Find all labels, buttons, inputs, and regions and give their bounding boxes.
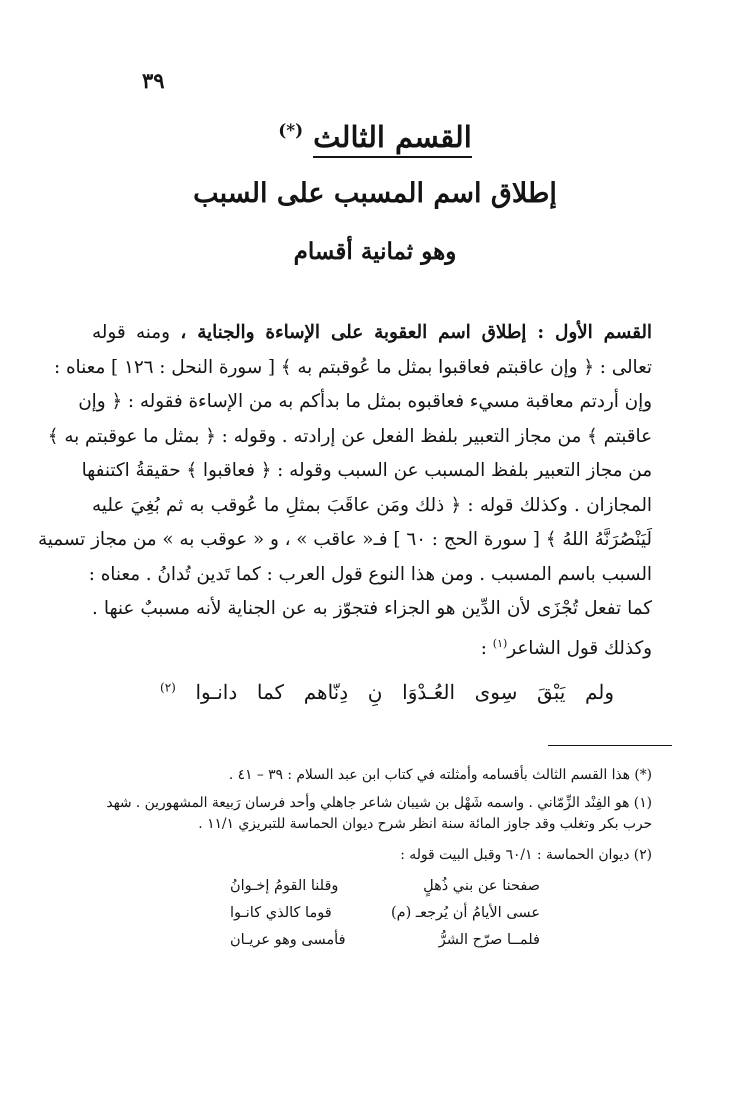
body-line: وإن أردتم معاقبة مسيء فعاقبوه بمثل ما بدأكم به من الإساءة فقوله : ﴿ وإن <box>78 391 652 412</box>
body-line: تعالى : ﴿ وإن عاقبتم فعاقبوا بمثل ما عُوقبتم به ﴾ [ سورة النحل : ١٢٦ ] معناه : <box>53 356 652 378</box>
poem-hemistich: صفحنا عن بني ذُهلٍ <box>423 878 540 894</box>
poem-hemistich: فأمسى وهو عريـان <box>230 932 346 948</box>
poem-verse <box>230 900 540 927</box>
body-line-text: : <box>480 637 493 659</box>
verse-hemistich-2: نِ دِنّاهم كما دانـوا <box>195 680 383 704</box>
body-line-text: ومنه قوله <box>92 322 181 343</box>
body-line: كما تفعل تُجْزَى لأن الدِّين هو الجزاء فتجوّز به عن الجناية لأنه مسببٌ عنها . <box>92 598 652 619</box>
footnote-star: (*) هذا القسم الثالث بأقسامه وأمثلته في كتاب ابن عبد السلام : ٣٩ – ٤١ . <box>228 767 652 783</box>
section-title-marker: (*) <box>278 121 304 142</box>
poem-hemistich: عسى الأيامُ أن يُرجعـ (م) <box>390 905 540 921</box>
footnote-1 <box>92 793 652 836</box>
body-line <box>92 316 652 351</box>
verse-hemistich-1: ولم يَبْقَ سِوى العُـدْوَا <box>402 680 615 704</box>
section-title-text: القسم الثالث <box>313 120 472 158</box>
verse-line <box>160 680 614 704</box>
page-number: ٣٩ <box>142 68 165 93</box>
footnote-divider <box>548 745 672 746</box>
poem-hemistich: قوما كالذي كانـوا <box>230 905 332 921</box>
footnote-2: (٢) ديوان الحماسة : ٦٠/١ وقبل البيت قوله : <box>400 847 652 863</box>
body-line: المجازان . وكذلك قوله : ﴿ ذلك ومَن عاقَبَ بمثلِ ما عُوقب به ثم بُغِيَ عليه <box>92 494 652 516</box>
footnote-ref: (٢) <box>160 680 176 695</box>
poem-verse <box>230 927 540 954</box>
footnote-1-line: (١) هو الفِنْد الزِّمّاني . واسمه شَهْل بن شيبان شاعر جاهلي وأحد فرسان رَبيعة المشهورين . شهد <box>106 795 652 811</box>
body-line: السبب باسم المسبب . ومن هذا النوع قول العرب : كما تَدين تُدانُ . معناه : <box>88 563 652 585</box>
footnote-poem <box>230 873 540 954</box>
body-line: لَيَنْصُرَنَّهُ اللهُ ﴾ [ سورة الحج : ٦٠ ] فـ« عاقب » ، و « عوقب به » من مجاز تسمية <box>37 529 652 550</box>
footnote-ref: (١) <box>492 636 508 650</box>
chapter-subsubtitle: وهو ثمانية أقسام <box>293 238 457 265</box>
poem-verse <box>230 873 540 900</box>
body-line: عاقبتم ﴾ من مجاز التعبير بلفظ الفعل عن إرادته . وقوله : ﴿ بمثل ما عوقبتم به ﴾ <box>47 425 652 447</box>
body-line <box>92 627 652 662</box>
chapter-subtitle: إطلاق اسم المسبب على السبب <box>193 178 557 209</box>
footnote-1-line: حرب بكر وتغلب وقد جاوز المائة سنة انظر شرح ديوان الحماسة للتبريزي ١١/١ . <box>198 816 652 833</box>
poem-hemistich: فلمــا صرّح الشرُّ <box>438 932 540 948</box>
section-lead: القسم الأول : إطلاق اسم العقوبة على الإساءة والجناية ، <box>180 322 652 343</box>
body-line: من مجاز التعبير بلفظ المسبب عن السبب وقوله : ﴿ فعاقبوا ﴾ حقيقةُ اكتنفها <box>81 460 652 481</box>
body-line-text: وكذلك قول الشاعر <box>507 637 652 659</box>
body-text <box>37 316 652 661</box>
poem-hemistich: وقلنا القومُ إخـوانُ <box>230 878 339 894</box>
section-title <box>0 120 750 154</box>
